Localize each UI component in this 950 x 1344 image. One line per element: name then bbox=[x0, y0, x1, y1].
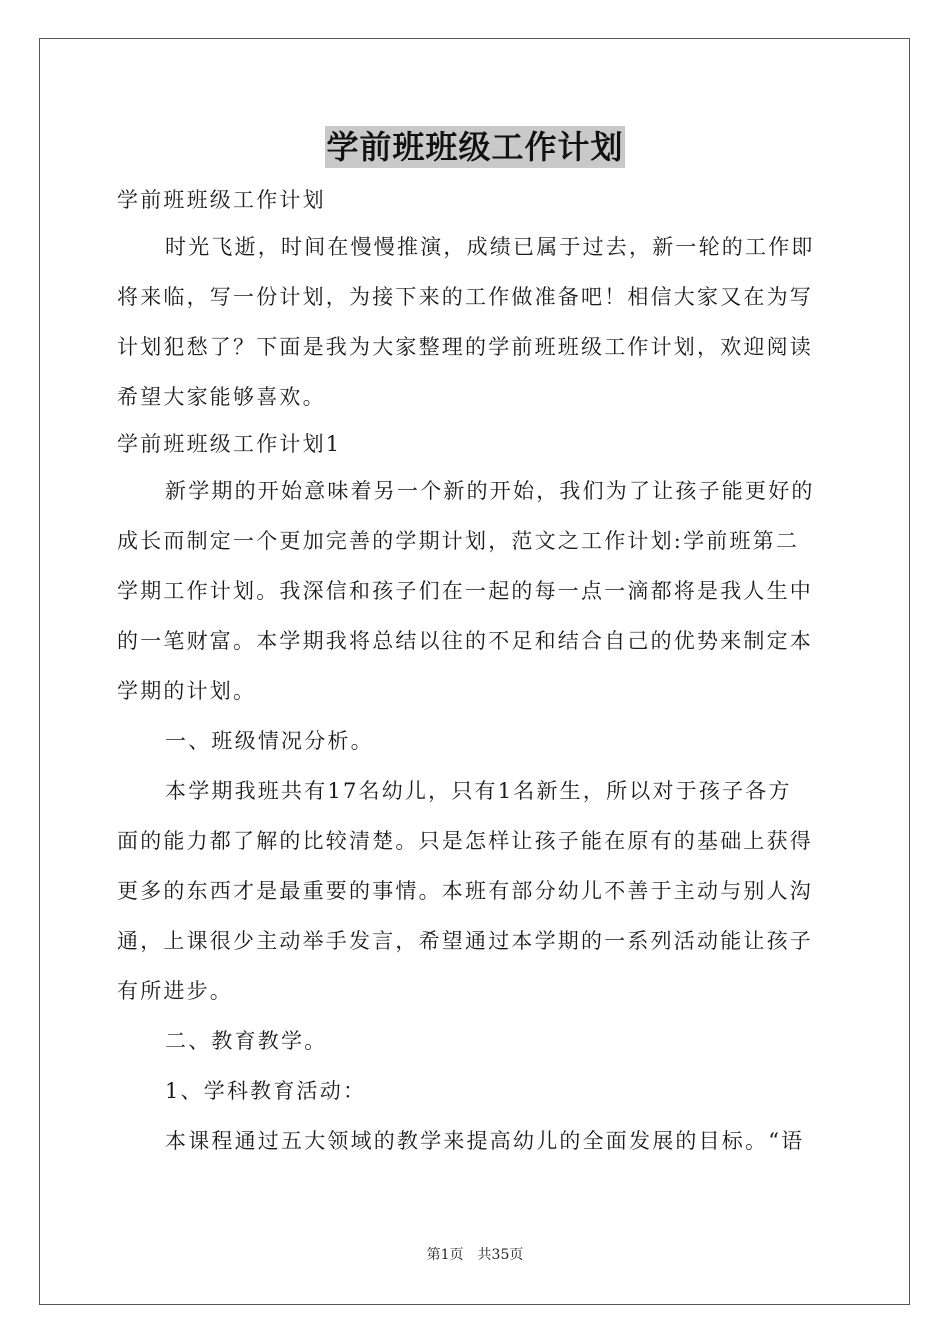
paragraph-line: 计划犯愁了？下面是我为大家整理的学前班班级工作计划，欢迎阅读 bbox=[117, 335, 813, 359]
document-body bbox=[117, 178, 833, 1166]
paragraph-line: 新学期的开始意味着另一个新的开始，我们为了让孩子能更好的 bbox=[165, 479, 815, 503]
section-heading: 学前班班级工作计划1 bbox=[117, 432, 342, 456]
paragraph-line: 通，上课很少主动举手发言，希望通过本学期的一系列活动能让孩子 bbox=[117, 929, 813, 953]
paragraph-line: 更多的东西才是最重要的事情。本班有部分幼儿不善于主动与别人沟 bbox=[117, 879, 813, 903]
paragraph-line: 希望大家能够喜欢。 bbox=[117, 385, 326, 409]
paragraph-line: 学期的计划。 bbox=[117, 679, 257, 703]
paragraph-line: 将来临，写一份计划，为接下来的工作做准备吧！相信大家又在为写 bbox=[117, 285, 813, 309]
page-number: 第1页 bbox=[426, 1247, 464, 1263]
paragraph-line: 本学期我班共有17名幼儿，只有1名新生，所以对于孩子各方 bbox=[165, 779, 792, 803]
paragraph-line: 学期工作计划。我深信和孩子们在一起的每一点一滴都将是我人生中 bbox=[117, 579, 813, 603]
paragraph-line: 的一笔财富。本学期我将总结以往的不足和结合自己的优势来制定本 bbox=[117, 629, 813, 653]
page-footer bbox=[0, 1244, 950, 1264]
paragraph-line: 本课程通过五大领域的教学来提高幼儿的全面发展的目标。“语 bbox=[165, 1129, 805, 1153]
paragraph-line: 面的能力都了解的比较清楚。只是怎样让孩子能在原有的基础上获得 bbox=[117, 829, 813, 853]
paragraph-line: 成长而制定一个更加完善的学期计划，范文之工作计划:学前班第二 bbox=[117, 529, 800, 553]
paragraph-line: 有所进步。 bbox=[117, 979, 233, 1003]
subsection-heading: 1、学科教育活动： bbox=[165, 1079, 367, 1103]
page-total: 共35页 bbox=[477, 1247, 524, 1263]
section-heading: 一、班级情况分析。 bbox=[165, 729, 374, 753]
section-heading: 二、教育教学。 bbox=[165, 1029, 328, 1053]
title-wrap bbox=[0, 126, 950, 168]
paragraph-line: 时光飞逝，时间在慢慢推演，成绩已属于过去，新一轮的工作即 bbox=[165, 235, 815, 259]
subtitle-line: 学前班班级工作计划 bbox=[117, 188, 326, 212]
document-title: 学前班班级工作计划 bbox=[326, 128, 624, 166]
